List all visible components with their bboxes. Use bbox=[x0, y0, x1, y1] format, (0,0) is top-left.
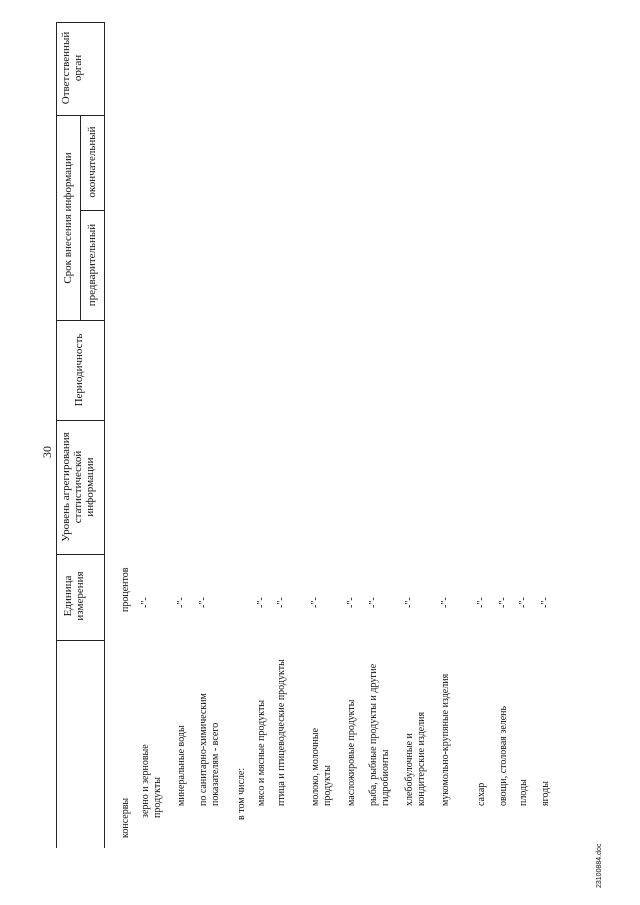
row-unit: -"- bbox=[176, 597, 187, 608]
row-unit: -"- bbox=[368, 597, 379, 608]
header-level: Уровень агрегирования статистической информации bbox=[60, 432, 96, 542]
col-sep-periodicity bbox=[56, 420, 104, 421]
table-border-left bbox=[56, 22, 57, 848]
header-responsible: Ответственный орган bbox=[60, 31, 84, 105]
row-unit: -"- bbox=[346, 597, 357, 608]
row-name: хлебобулочные и кондитерские изделия bbox=[404, 711, 427, 806]
row-name: мясо и мясные продукты bbox=[256, 699, 267, 806]
row-name: овощи, столовая зелень bbox=[498, 705, 509, 806]
row-name: молоко, молочные продукты bbox=[310, 727, 333, 806]
header-unit: Единица измерения bbox=[62, 571, 86, 621]
row-unit: -"- bbox=[140, 597, 151, 608]
row-name: сахар bbox=[476, 782, 487, 806]
row-name: по санитарно-химическим показателям - всего bbox=[198, 693, 221, 806]
row-unit: -"- bbox=[276, 597, 287, 608]
row-unit: -"- bbox=[518, 597, 529, 608]
row-unit: -"- bbox=[198, 597, 209, 608]
row-unit: -"- bbox=[498, 597, 509, 608]
col-sep-deadline bbox=[56, 320, 104, 321]
row-unit: -"- bbox=[404, 597, 415, 608]
row-name: плоды bbox=[518, 779, 529, 806]
row-name: птица и птицеводческие продукты bbox=[276, 659, 287, 806]
col-sep-subheader bbox=[80, 210, 104, 211]
row-name: в том числе: bbox=[236, 767, 247, 820]
header-final: окончательный bbox=[86, 126, 98, 198]
row-name: консервы bbox=[120, 797, 131, 838]
row-name: зерно и зерновые продукты bbox=[140, 744, 163, 818]
row-unit: -"- bbox=[440, 597, 451, 608]
header-preliminary: предварительный bbox=[86, 223, 98, 307]
footer-filename: 23100884.doc bbox=[596, 843, 603, 888]
row-unit: процентов bbox=[120, 567, 131, 612]
col-sep-unit bbox=[56, 640, 104, 641]
row-unit: -"- bbox=[256, 597, 267, 608]
row-name: мукомольно-крупяные изделия bbox=[440, 673, 451, 806]
header-deadline: Срок внесения информации bbox=[62, 152, 74, 284]
row-name: масложировые продукты bbox=[346, 699, 357, 806]
row-name: рыба, рыбные продукты и другие гидробионты bbox=[368, 663, 391, 806]
row-unit: -"- bbox=[310, 597, 321, 608]
row-unit: -"- bbox=[476, 597, 487, 608]
header-periodicity: Периодичность bbox=[73, 333, 85, 407]
row-name: минеральные воды bbox=[176, 725, 187, 806]
table-header-bottom bbox=[104, 22, 105, 848]
page-number: 30 bbox=[40, 446, 54, 458]
deadline-subheader-line bbox=[80, 115, 81, 320]
row-unit: -"- bbox=[540, 597, 551, 608]
row-name: ягоды bbox=[540, 781, 551, 806]
